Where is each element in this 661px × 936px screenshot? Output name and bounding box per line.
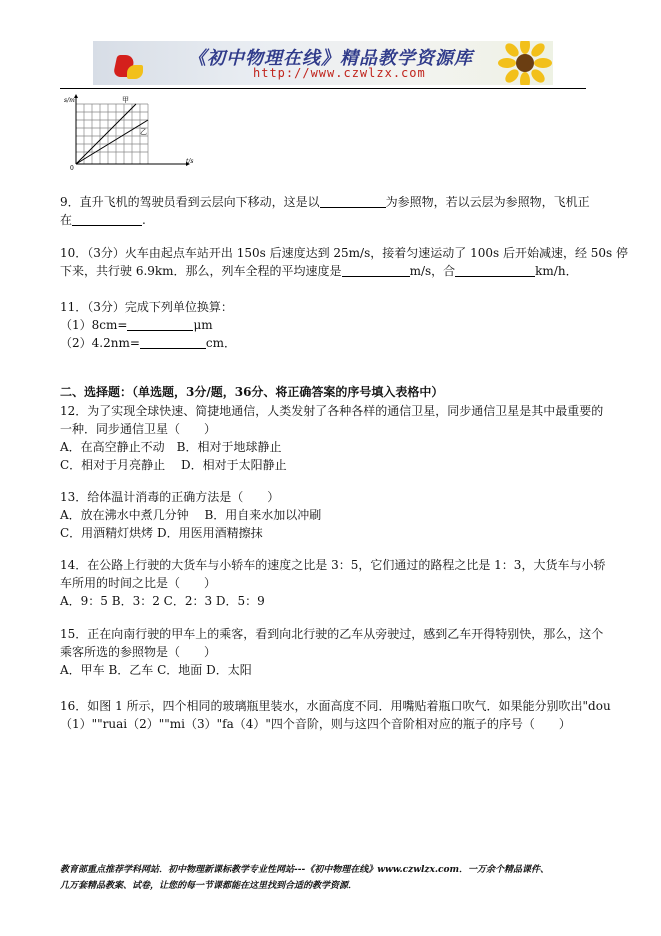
- q11-item-2: （2）4.2nm=: [60, 336, 140, 350]
- line-yi: [76, 120, 148, 164]
- label-yi: 乙: [140, 128, 147, 136]
- q10-unit-1: m/s，合: [409, 264, 456, 278]
- question-11: [60, 298, 590, 352]
- question-15: [60, 625, 604, 679]
- header-banner: [93, 41, 553, 85]
- y-axis-label: s/m: [64, 97, 75, 104]
- q14-line-1: 14．在公路上行驶的大货车与小轿车的速度之比是 3：5，它们通过的路程之比是 1：3，大货车与小轿: [60, 558, 606, 572]
- question-9: [60, 193, 590, 229]
- question-12: [60, 402, 604, 474]
- label-jia: 甲: [122, 96, 129, 104]
- q10-blank-2[interactable]: [455, 264, 535, 277]
- q11-unit-2: cm．: [205, 336, 236, 350]
- banner-title: 《初中物理在线》精品教学资源库: [188, 48, 473, 69]
- q10-text-2: 下来，共行驶 6.9km．那么，列车全程的平均速度是: [60, 264, 342, 278]
- q11-item-1: （1）8cm=: [60, 318, 128, 332]
- q15-line-2: 乘客所选的参照物是（ ）: [60, 645, 217, 659]
- q15-line-1: 15．正在向南行驶的甲车上的乘客，看到向北行驶的乙车从旁驶过，感到乙车开得特别快，那么，这个: [60, 627, 604, 641]
- question-13: [60, 488, 590, 542]
- q11-blank-1[interactable]: [127, 318, 193, 331]
- q10-unit-2: km/h．: [535, 264, 578, 278]
- q12-line-1: 12．为了实现全球快速、简捷地通信，人类发射了各种各样的通信卫星，同步通信卫星是其中最重要的: [60, 404, 604, 418]
- q9-text-1: 9．直升飞机的驾驶员看到云层向下移动，这是以: [60, 195, 320, 209]
- sunflower-icon: [493, 41, 553, 85]
- q9-text-2: 为参照物，若以云层为参照物，飞机正: [385, 195, 590, 209]
- q12-line-2: 一种．同步通信卫星（ ）: [60, 422, 217, 436]
- q13-options-1: A．放在沸水中煮几分钟 B．用自来水加以冲刷: [60, 508, 322, 522]
- q12-options-2: C．相对于月亮静止 D．相对于太阳静止: [60, 458, 287, 472]
- q11-blank-2[interactable]: [140, 336, 206, 349]
- logo-accent-icon: [127, 65, 143, 79]
- banner-url[interactable]: http://www.czwlzx.com: [253, 66, 426, 80]
- distance-time-graph: [62, 92, 202, 174]
- q15-options: A．甲车 B．乙车 C．地面 D．太阳: [60, 663, 252, 677]
- q12-options-1: A．在高空静止不动 B．相对于地球静止: [60, 440, 282, 454]
- x-axis-label: t/s: [186, 158, 194, 165]
- footer-line-1: 教育部重点推荐学科网站．初中物理新课标教学专业性网站---《初中物理在线》www.czwlzx.com．一万余个精品课件、: [60, 865, 550, 875]
- q9-text-4: .: [142, 213, 146, 227]
- q9-blank-1[interactable]: [320, 195, 386, 208]
- page-footer: [60, 862, 600, 894]
- origin-label: 0: [70, 165, 74, 172]
- section-2-heading: 二、选择题：（单选题，3分/题，36分、将正确答案的序号填入表格中）: [60, 385, 444, 399]
- question-16: [60, 697, 611, 733]
- q10-blank-1[interactable]: [342, 264, 410, 277]
- q14-line-2: 车所用的时间之比是（ ）: [60, 576, 217, 590]
- q11-unit-1: μm: [193, 318, 213, 332]
- q10-line-1: 10．（3分）火车由起点车站开出 150s 后速度达到 25m/s，接着匀速运动了 100s 后开始减速，经 50s 停: [60, 246, 629, 260]
- q13-options-2: C．用酒精灯烘烤 D．用医用酒精擦抹: [60, 526, 263, 540]
- q13-line-1: 13．给体温计消毒的正确方法是（ ）: [60, 490, 280, 504]
- header-rule: [60, 88, 586, 89]
- line-jia: [76, 104, 136, 164]
- q9-blank-2[interactable]: [72, 213, 142, 226]
- q14-options: A．9：5 B．3：2 C．2：3 D．5：9: [60, 594, 265, 608]
- footer-line-2: 几万套精品教案、试卷，让您的每一节课都能在这里找到合适的教学资源．: [60, 881, 358, 891]
- question-14: [60, 556, 606, 610]
- q11-title: 11．（3分）完成下列单位换算：: [60, 300, 233, 314]
- q9-text-3: 在: [60, 213, 73, 227]
- q16-line-2: （1）""ruai（2）""mi（3）"fa（4）"四个音阶，则与这四个音阶相对应的瓶子的序号（ ）: [60, 717, 571, 731]
- q16-line-1: 16．如图 1 所示，四个相同的玻璃瓶里装水，水面高度不同．用嘴贴着瓶口吹气．如果能分别吹出"dou: [60, 699, 611, 713]
- question-10: [60, 244, 629, 280]
